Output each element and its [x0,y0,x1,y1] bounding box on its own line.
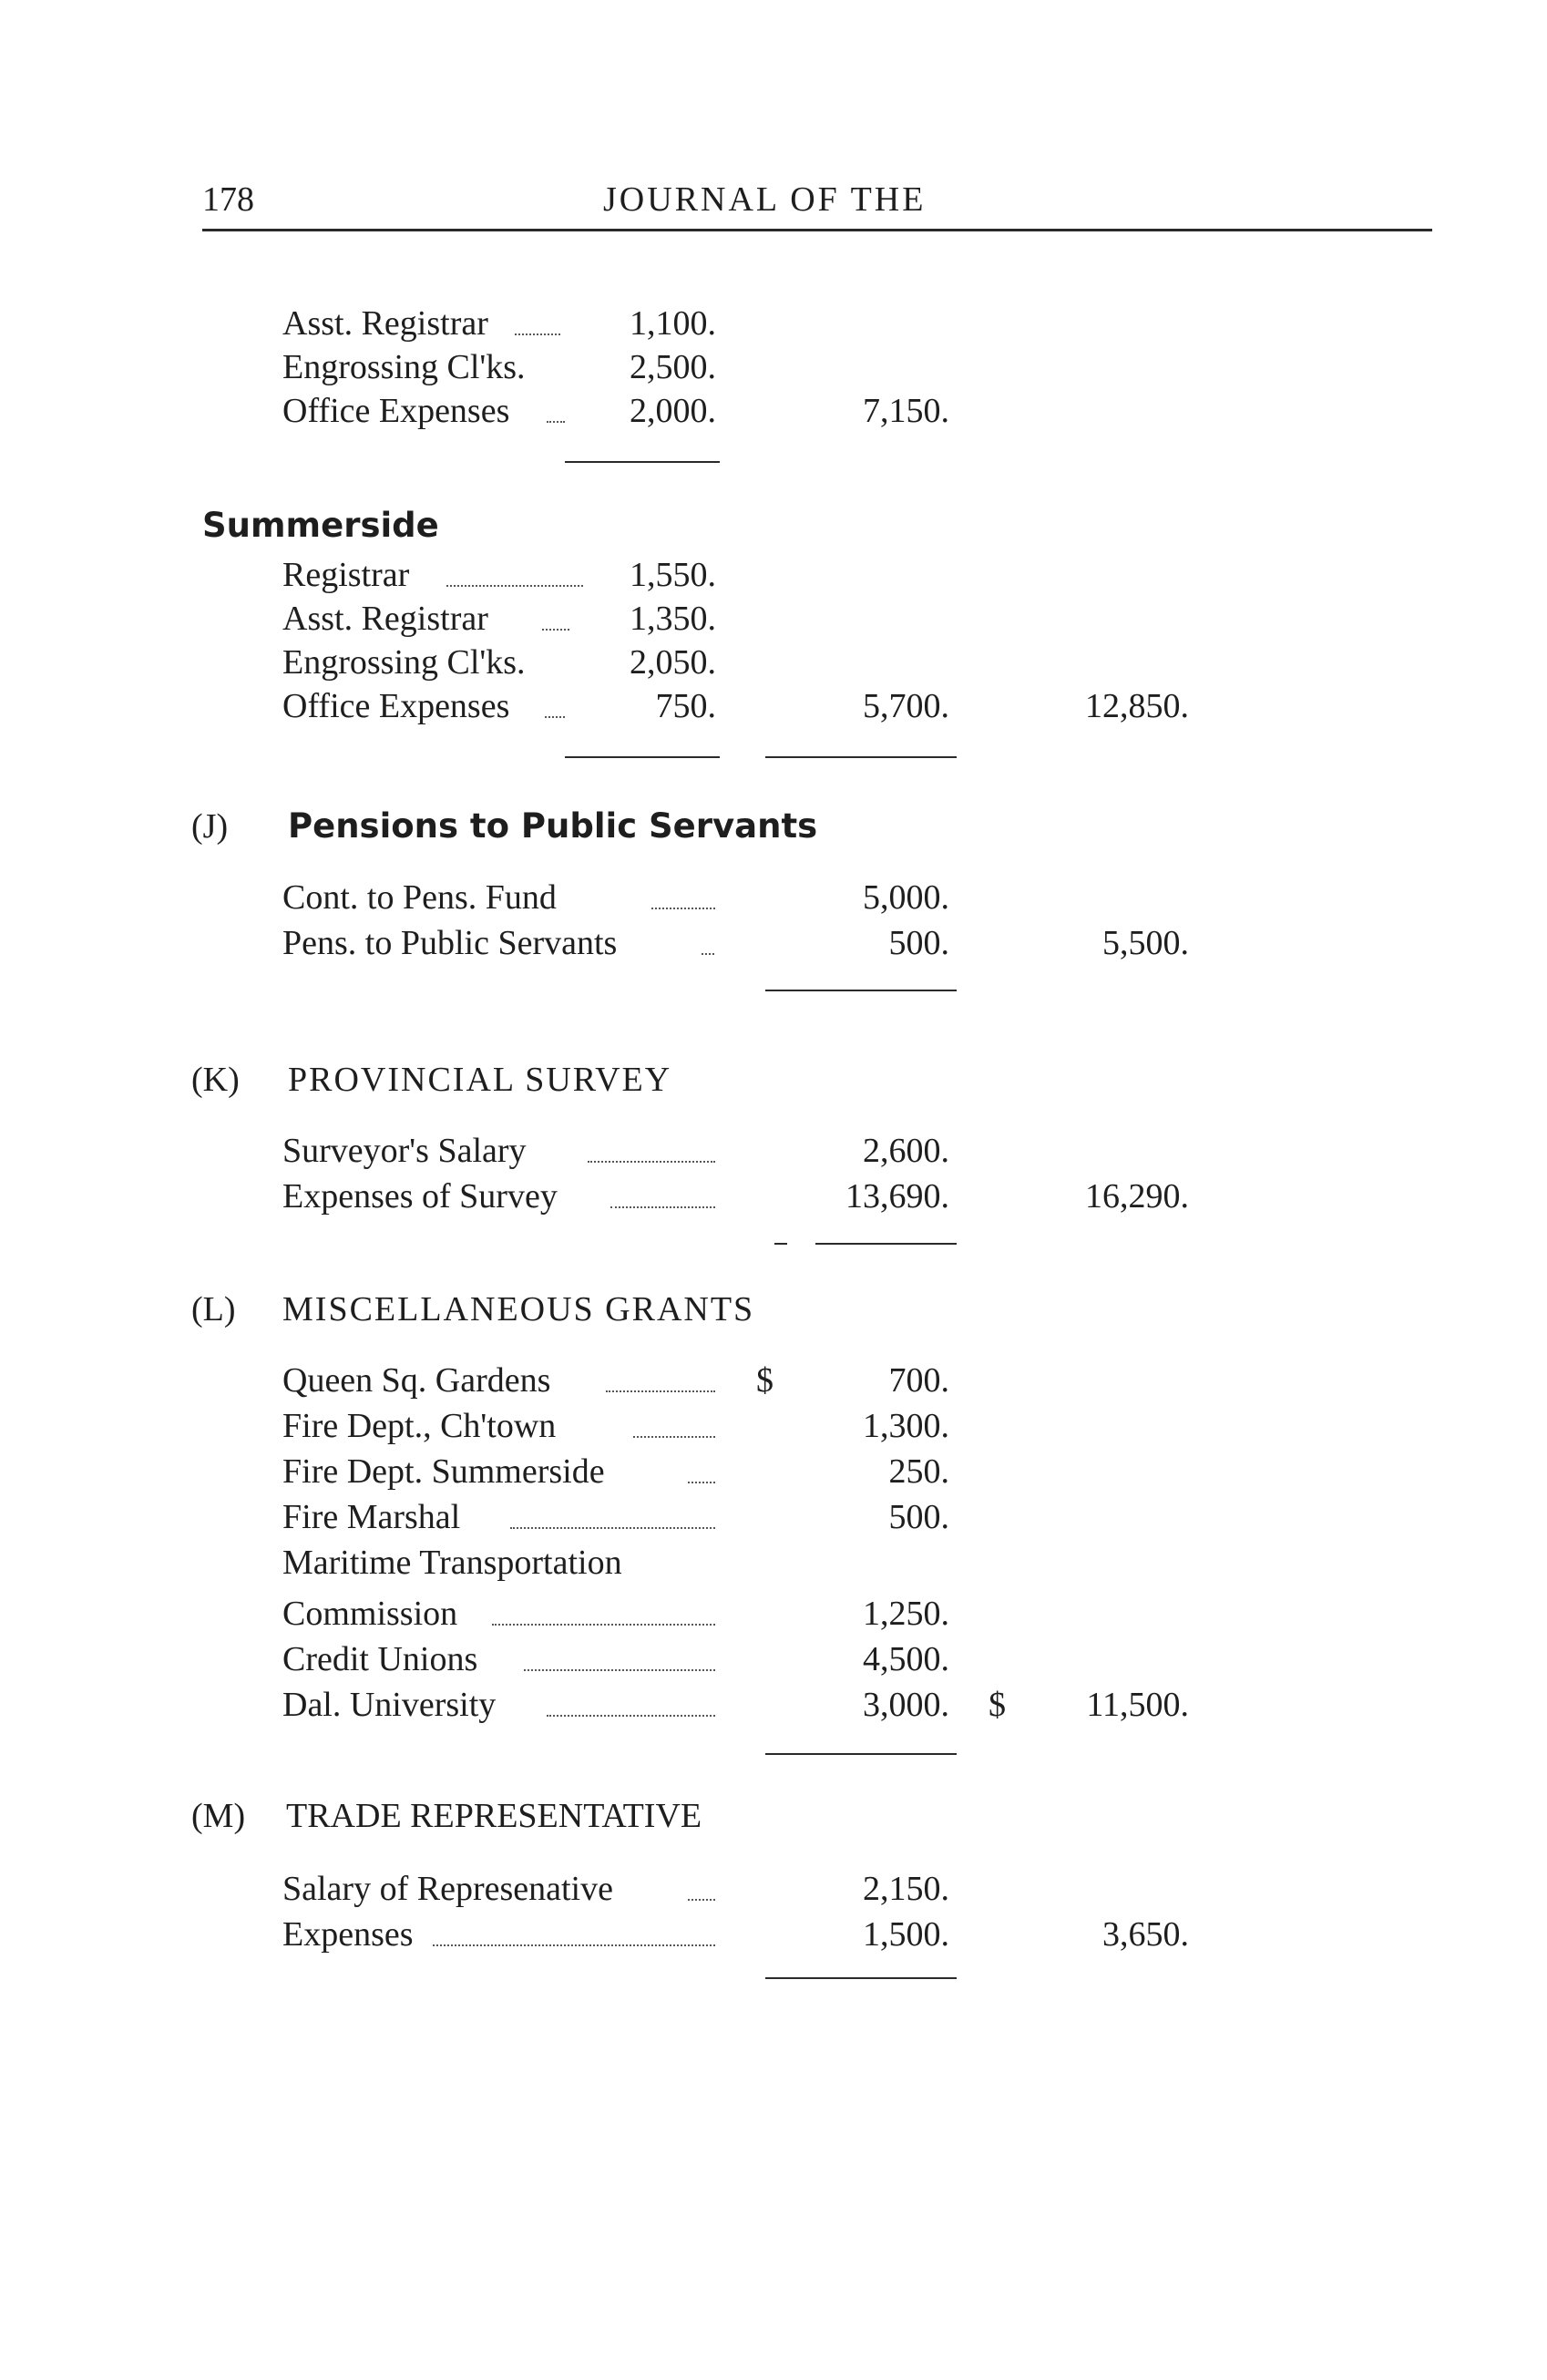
line-item-amount: 13,690. [845,1177,949,1216]
line-item-label: Expenses of Survey [282,1177,558,1216]
line-item-label: Engrossing Cl'ks. [282,348,526,386]
dot-leader [702,953,714,955]
line-item-label: Surveyor's Salary [282,1132,527,1170]
dot-leader [524,1669,715,1671]
sum-rule [765,1977,957,1979]
line-item-amount: 5,000. [863,878,949,917]
sum-rule [774,1243,787,1245]
dot-leader [446,585,583,587]
section-heading: Pensions to Public Servants [288,806,818,846]
line-item-amount: 250. [888,1452,949,1491]
line-item-amount: 1,300. [863,1407,949,1445]
line-item-amount: 1,350. [630,600,716,638]
section-total: 12,850. [1085,687,1189,725]
line-item-amount: 1,100. [630,304,716,343]
line-item-amount: 2,050. [630,643,716,682]
line-item-amount: 2,600. [863,1132,949,1170]
line-item-label: Asst. Registrar [282,600,488,638]
running-title: JOURNAL OF THE [603,180,927,219]
line-item-label: Engrossing Cl'ks. [282,643,526,682]
dot-leader [545,716,565,718]
line-item-amount: 500. [888,924,949,962]
section-letter: (K) [191,1061,240,1099]
dot-leader [542,629,569,631]
sum-rule [565,461,720,463]
section-total: 16,290. [1085,1177,1189,1216]
dot-leader [688,1899,715,1901]
line-item-label: Fire Marshal [282,1498,461,1536]
line-item-label: Commission [282,1595,458,1633]
line-item-label: Fire Dept., Ch'town [282,1407,557,1445]
section-heading: TRADE REPRESENTATIVE [286,1797,702,1835]
dot-leader [610,1206,715,1208]
dot-leader [688,1482,715,1483]
dot-leader [588,1161,715,1163]
line-item-amount: 500. [888,1498,949,1536]
section-total: 3,650. [1102,1915,1189,1954]
dot-leader [633,1436,715,1438]
section-heading: PROVINCIAL SURVEY [288,1061,672,1099]
sum-rule [765,990,957,991]
sum-rule [815,1243,957,1245]
section-total: 5,500. [1102,924,1189,962]
section-letter: (J) [191,807,229,846]
line-item-label: Office Expenses [282,687,510,725]
dot-leader [515,333,560,335]
page-number: 178 [202,180,254,219]
line-item-amount: 750. [655,687,716,725]
line-item-label: Maritime Transportation [282,1544,622,1582]
line-item-label: Cont. to Pens. Fund [282,878,557,917]
line-item-label: Salary of Represenative [282,1870,613,1908]
dot-leader [510,1527,715,1529]
header-rule [202,229,1432,231]
dot-leader [547,1715,715,1717]
sum-rule [565,756,720,758]
line-item-label: Queen Sq. Gardens [282,1361,551,1400]
currency-symbol: $ [756,1361,774,1400]
line-item-amount: 700. [888,1361,949,1400]
currency-symbol: $ [989,1686,1006,1724]
line-item-label: Pens. to Public Servants [282,924,618,962]
dot-leader [606,1390,715,1392]
line-item-label: Credit Unions [282,1640,478,1678]
line-item-label: Asst. Registrar [282,304,488,343]
line-item-amount: 2,150. [863,1870,949,1908]
dot-leader [433,1944,715,1946]
section-total: 11,500. [1086,1686,1189,1724]
line-item-label: Dal. University [282,1686,497,1724]
line-item-amount: 2,000. [630,392,716,430]
line-item-label: Registrar [282,556,410,594]
line-item-amount: 2,500. [630,348,716,386]
line-item-amount: 1,500. [863,1915,949,1954]
section-letter: (L) [191,1290,236,1328]
section-letter: (M) [191,1797,246,1835]
line-item-label: Office Expenses [282,392,510,430]
sum-rule [765,1753,957,1755]
line-item-amount: 1,250. [863,1595,949,1633]
line-item-amount: 1,550. [630,556,716,594]
subtotal: 7,150. [863,392,949,430]
line-item-label: Expenses [282,1915,414,1954]
dot-leader [651,908,715,909]
section-heading: MISCELLANEOUS GRANTS [282,1290,755,1328]
dot-leader [547,421,565,423]
dot-leader [492,1624,715,1626]
line-item-label: Fire Dept. Summerside [282,1452,605,1491]
subtotal: 5,700. [863,687,949,725]
line-item-amount: 4,500. [863,1640,949,1678]
sum-rule [765,756,957,758]
line-item-amount: 3,000. [863,1686,949,1724]
section-heading: Summerside [202,506,439,545]
